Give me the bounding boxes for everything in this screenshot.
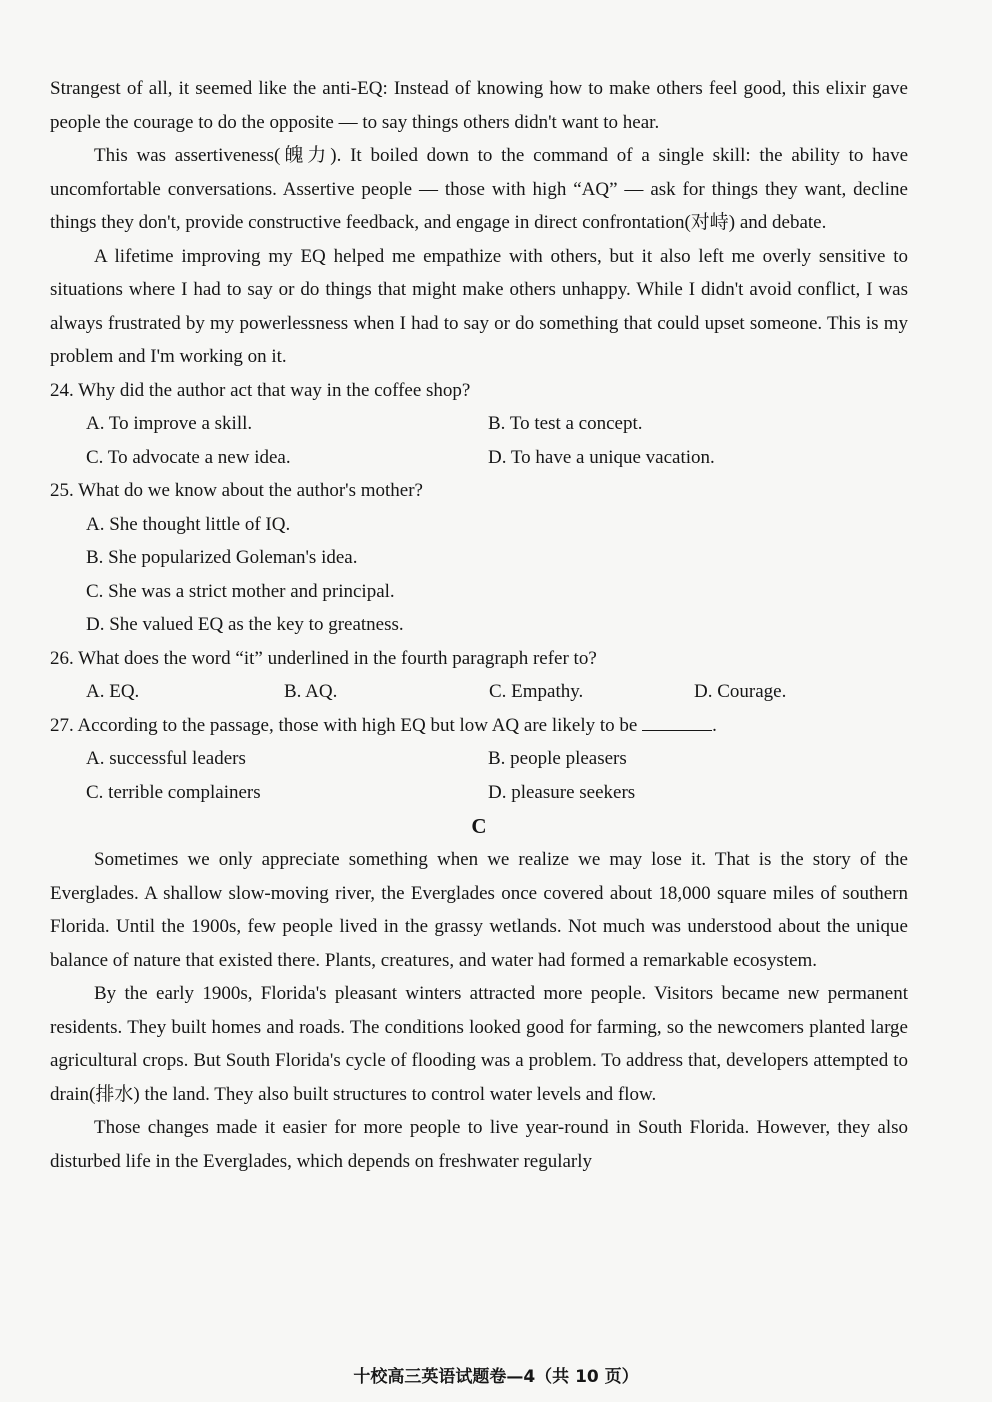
passage-paragraph-1: Strangest of all, it seemed like the anti-EQ: Instead of knowing how to make others feel good, this elixir gave people the courage to do the opposite — to say things others didn't want to hear. [50,78,908,133]
options-group [50,742,908,809]
option-d: D. Courage. [694,681,787,702]
passage-paragraph-3: A lifetime improving my EQ helped me empathize with others, but it also left me overly sensitive to situations where I had to say or do things that might make others unhappy. While I didn't avoid conflict, I was always frustrated by my powerlessness when I had to say or do something that could upset someone. This is my problem and I'm working on it. [50,245,908,367]
question-27 [50,709,908,810]
question-stem: 24. Why did the author act that way in the coffee shop? [50,379,471,401]
question-stem: 26. What does the word “it” underlined in the fourth paragraph refer to? [50,647,597,669]
option-a: A. She thought little of IQ. [86,513,291,535]
question-stem: 27. According to the passage, those with high EQ but low AQ are likely to be [50,714,638,736]
option-b: B. AQ. [284,681,338,702]
option-a: A. EQ. [86,681,140,702]
option-c: C. She was a strict mother and principal. [86,580,395,602]
page-footer: 十校高三英语试题卷—4（共 10 页） [353,1367,639,1387]
section-c-paragraph-3: Those changes made it easier for more people to live year-round in South Florida. However, they also disturbed life in the Everglades, which depends on freshwater regularly [50,1117,908,1172]
passage-paragraph-2: This was assertiveness(魄力). It boiled down to the command of a single skill: the ability to have uncomfortable conversations. Assertive people — those with high “AQ” — ask for things they want, decline things they don't, provide constructive feedback, and engage in direct confrontation(对峙) and debate. [50,145,908,233]
question-25 [50,474,908,642]
option-c: C. Empathy. [489,681,584,702]
options-group [50,675,908,709]
question-24 [50,374,908,475]
option-d: D. pleasure seekers [488,781,636,803]
options-group [50,508,908,642]
option-c: C. terrible complainers [86,781,261,803]
option-d: D. She valued EQ as the key to greatness. [86,614,404,635]
section-heading: C [471,814,487,838]
question-stem-end: . [712,714,717,736]
question-stem-line [50,709,908,743]
options-group [50,407,908,474]
option-b: B. To test a concept. [488,413,643,434]
option-b: B. She popularized Goleman's idea. [86,547,358,568]
option-a: A. successful leaders [86,748,246,769]
question-26 [50,642,908,709]
answer-blank [642,712,712,731]
option-d: D. To have a unique vacation. [488,446,715,468]
option-c: C. To advocate a new idea. [86,446,291,468]
section-c-paragraph-2: By the early 1900s, Florida's pleasant winters attracted more people. Visitors became new permanent residents. They built homes and roads. The conditions looked good for farming, so the newcomers planted large agricultural crops. But South Florida's cycle of flooding was a problem. To address that, developers attempted to drain(排水) the land. They also built structures to control water levels and flow. [50,983,908,1105]
section-c-paragraph-1: Sometimes we only appreciate something when we realize we may lose it. That is the story of the Everglades. A shallow slow-moving river, the Everglades once covered about 18,000 square miles of southern Florida. Until the 1900s, few people lived in the grassy wetlands. Not much was understood about the unique balance of nature that existed there. Plants, creatures, and water had formed a remarkable ecosystem. [50,849,908,971]
option-b: B. people pleasers [488,748,627,769]
question-stem: 25. What do we know about the author's mother? [50,480,423,501]
option-a: A. To improve a skill. [86,413,253,434]
